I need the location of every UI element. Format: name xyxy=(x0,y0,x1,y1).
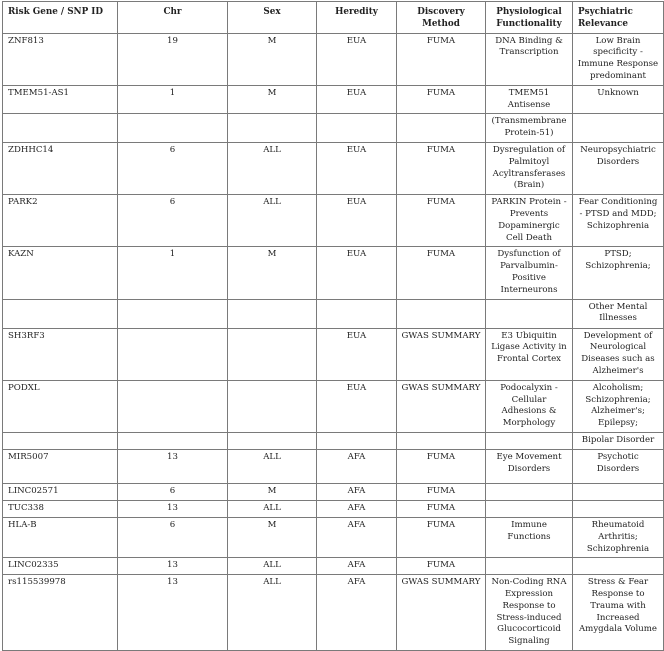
gene-cell: SH3RF3 xyxy=(3,328,118,380)
gene-cell: PARK2 xyxy=(3,195,118,247)
discovery-method-header: Discovery Method xyxy=(397,2,486,34)
heredity-cell xyxy=(317,432,397,449)
chr-cell xyxy=(118,328,228,380)
heredity-cell: AFA xyxy=(317,449,397,483)
heredity-cell: EUA xyxy=(317,33,397,85)
sex-cell: M xyxy=(228,247,317,299)
chr-cell xyxy=(118,432,228,449)
table-body xyxy=(3,33,664,650)
physiological-functionality-cell: Dysregulation of Palmitoyl Acyltransferases (Brain) xyxy=(486,142,573,194)
psychiatric-relevance-cell xyxy=(573,558,664,575)
psychiatric-relevance-header: Psychiatric Relevance xyxy=(573,2,664,34)
table-row xyxy=(3,432,664,449)
gene-cell: TMEM51-AS1 xyxy=(3,85,118,114)
psychiatric-relevance-cell: Development of Neurological Diseases such as Alzheimer's xyxy=(573,328,664,380)
discovery-method-cell: FUMA xyxy=(397,558,486,575)
heredity-cell: EUA xyxy=(317,380,397,432)
physiological-functionality-cell xyxy=(486,299,573,328)
table-row xyxy=(3,33,664,85)
chr-cell: 6 xyxy=(118,517,228,557)
gene-cell: rs115539978 xyxy=(3,575,118,651)
discovery-method-cell: FUMA xyxy=(397,500,486,517)
discovery-method-cell: GWAS SUMMARY xyxy=(397,328,486,380)
psychiatric-relevance-cell: Rheumatoid Arthritis; Schizophrenia xyxy=(573,517,664,557)
physiological-functionality-cell xyxy=(486,432,573,449)
sex-cell: M xyxy=(228,483,317,500)
psychiatric-relevance-cell: Unknown xyxy=(573,85,664,114)
table-row xyxy=(3,114,664,143)
gene-cell: KAZN xyxy=(3,247,118,299)
discovery-method-cell: GWAS SUMMARY xyxy=(397,380,486,432)
gene-header: Risk Gene / SNP ID xyxy=(3,2,118,34)
psychiatric-relevance-cell xyxy=(573,483,664,500)
heredity-cell: AFA xyxy=(317,500,397,517)
table-row xyxy=(3,142,664,194)
heredity-cell xyxy=(317,114,397,143)
chr-cell: 1 xyxy=(118,85,228,114)
psychiatric-relevance-cell: Stress & Fear Response to Trauma with Increased Amygdala Volume xyxy=(573,575,664,651)
physiological-functionality-cell xyxy=(486,483,573,500)
psychiatric-relevance-cell: PTSD; Schizophrenia; xyxy=(573,247,664,299)
chr-cell xyxy=(118,299,228,328)
discovery-method-cell: FUMA xyxy=(397,247,486,299)
sex-cell: M xyxy=(228,33,317,85)
physiological-functionality-cell: TMEM51 Antisense xyxy=(486,85,573,114)
chr-cell: 13 xyxy=(118,449,228,483)
chr-header: Chr xyxy=(118,2,228,34)
psychiatric-relevance-cell: Bipolar Disorder xyxy=(573,432,664,449)
chr-cell xyxy=(118,380,228,432)
discovery-method-cell: FUMA xyxy=(397,33,486,85)
gene-cell: PODXL xyxy=(3,380,118,432)
sex-cell xyxy=(228,299,317,328)
sex-cell xyxy=(228,328,317,380)
heredity-cell: AFA xyxy=(317,575,397,651)
sex-cell: ALL xyxy=(228,575,317,651)
physiological-functionality-cell: Immune Functions xyxy=(486,517,573,557)
sex-cell: ALL xyxy=(228,142,317,194)
gene-cell: ZDHHC14 xyxy=(3,142,118,194)
heredity-cell: EUA xyxy=(317,328,397,380)
chr-cell: 19 xyxy=(118,33,228,85)
gene-cell xyxy=(3,114,118,143)
discovery-method-cell: FUMA xyxy=(397,449,486,483)
physiological-functionality-cell: DNA Binding & Transcription xyxy=(486,33,573,85)
table-row xyxy=(3,575,664,651)
physiological-functionality-cell: Podocalyxin - Cellular Adhesions & Morphology xyxy=(486,380,573,432)
discovery-method-cell: FUMA xyxy=(397,195,486,247)
gene-cell: ZNF813 xyxy=(3,33,118,85)
psychiatric-relevance-cell: Low Brain specificity - Immune Response predominant xyxy=(573,33,664,85)
heredity-cell: EUA xyxy=(317,247,397,299)
sex-cell xyxy=(228,380,317,432)
chr-cell: 13 xyxy=(118,575,228,651)
gene-cell: LINC02571 xyxy=(3,483,118,500)
physiological-functionality-cell xyxy=(486,558,573,575)
heredity-header: Heredity xyxy=(317,2,397,34)
sex-cell xyxy=(228,114,317,143)
psychiatric-relevance-cell: Alcoholism; Schizophrenia; Alzheimer's; Epilepsy; xyxy=(573,380,664,432)
sex-header: Sex xyxy=(228,2,317,34)
psychiatric-relevance-cell xyxy=(573,114,664,143)
sex-cell: ALL xyxy=(228,449,317,483)
discovery-method-cell: FUMA xyxy=(397,483,486,500)
chr-cell: 6 xyxy=(118,142,228,194)
chr-cell: 6 xyxy=(118,483,228,500)
heredity-cell: EUA xyxy=(317,85,397,114)
physiological-functionality-cell: E3 Ubiquitin Ligase Activity in Frontal Cortex xyxy=(486,328,573,380)
psychiatric-relevance-cell: Other Mental Illnesses xyxy=(573,299,664,328)
sex-cell: M xyxy=(228,517,317,557)
heredity-cell: EUA xyxy=(317,142,397,194)
psychiatric-relevance-cell: Psychotic Disorders xyxy=(573,449,664,483)
physiological-functionality-cell: Eye Movement Disorders xyxy=(486,449,573,483)
discovery-method-cell xyxy=(397,114,486,143)
chr-cell: 13 xyxy=(118,500,228,517)
table-row xyxy=(3,449,664,483)
discovery-method-cell xyxy=(397,432,486,449)
gene-cell: LINC02335 xyxy=(3,558,118,575)
physiological-functionality-cell: (Transmembrane Protein-51) xyxy=(486,114,573,143)
psychiatric-relevance-cell: Neuropsychiatric Disorders xyxy=(573,142,664,194)
heredity-cell: EUA xyxy=(317,195,397,247)
physiological-functionality-cell: PARKIN Protein - Prevents Dopaminergic Cell Death xyxy=(486,195,573,247)
chr-cell xyxy=(118,114,228,143)
physiological-functionality-cell: Non-Coding RNA Expression Response to Stress-induced Glucocorticoid Signaling xyxy=(486,575,573,651)
sex-cell xyxy=(228,432,317,449)
sex-cell: ALL xyxy=(228,195,317,247)
heredity-cell xyxy=(317,299,397,328)
sex-cell: M xyxy=(228,85,317,114)
heredity-cell: AFA xyxy=(317,483,397,500)
discovery-method-cell: FUMA xyxy=(397,142,486,194)
gene-cell xyxy=(3,432,118,449)
gene-cell: TUC338 xyxy=(3,500,118,517)
table-row xyxy=(3,85,664,114)
table-row xyxy=(3,195,664,247)
discovery-method-cell: FUMA xyxy=(397,85,486,114)
risk-gene-table xyxy=(2,1,664,651)
table-row xyxy=(3,500,664,517)
gene-cell: HLA-B xyxy=(3,517,118,557)
psychiatric-relevance-cell xyxy=(573,500,664,517)
discovery-method-cell: FUMA xyxy=(397,517,486,557)
discovery-method-cell xyxy=(397,299,486,328)
heredity-cell: AFA xyxy=(317,517,397,557)
psychiatric-relevance-cell: Fear Conditioning - PTSD and MDD; Schizophrenia xyxy=(573,195,664,247)
physiological-functionality-cell: Dysfunction of Parvalbumin-Positive Interneurons xyxy=(486,247,573,299)
table-row xyxy=(3,517,664,557)
sex-cell: ALL xyxy=(228,500,317,517)
gene-cell: MIR5007 xyxy=(3,449,118,483)
chr-cell: 1 xyxy=(118,247,228,299)
table-header-row xyxy=(3,2,664,34)
table-row xyxy=(3,328,664,380)
table-row xyxy=(3,380,664,432)
sex-cell: ALL xyxy=(228,558,317,575)
table-row xyxy=(3,483,664,500)
physiological-functionality-header: Physiological Functionality xyxy=(486,2,573,34)
table-row xyxy=(3,558,664,575)
physiological-functionality-cell xyxy=(486,500,573,517)
chr-cell: 6 xyxy=(118,195,228,247)
discovery-method-cell: GWAS SUMMARY xyxy=(397,575,486,651)
table-row xyxy=(3,247,664,299)
heredity-cell: AFA xyxy=(317,558,397,575)
chr-cell: 13 xyxy=(118,558,228,575)
table-row xyxy=(3,299,664,328)
gene-cell xyxy=(3,299,118,328)
